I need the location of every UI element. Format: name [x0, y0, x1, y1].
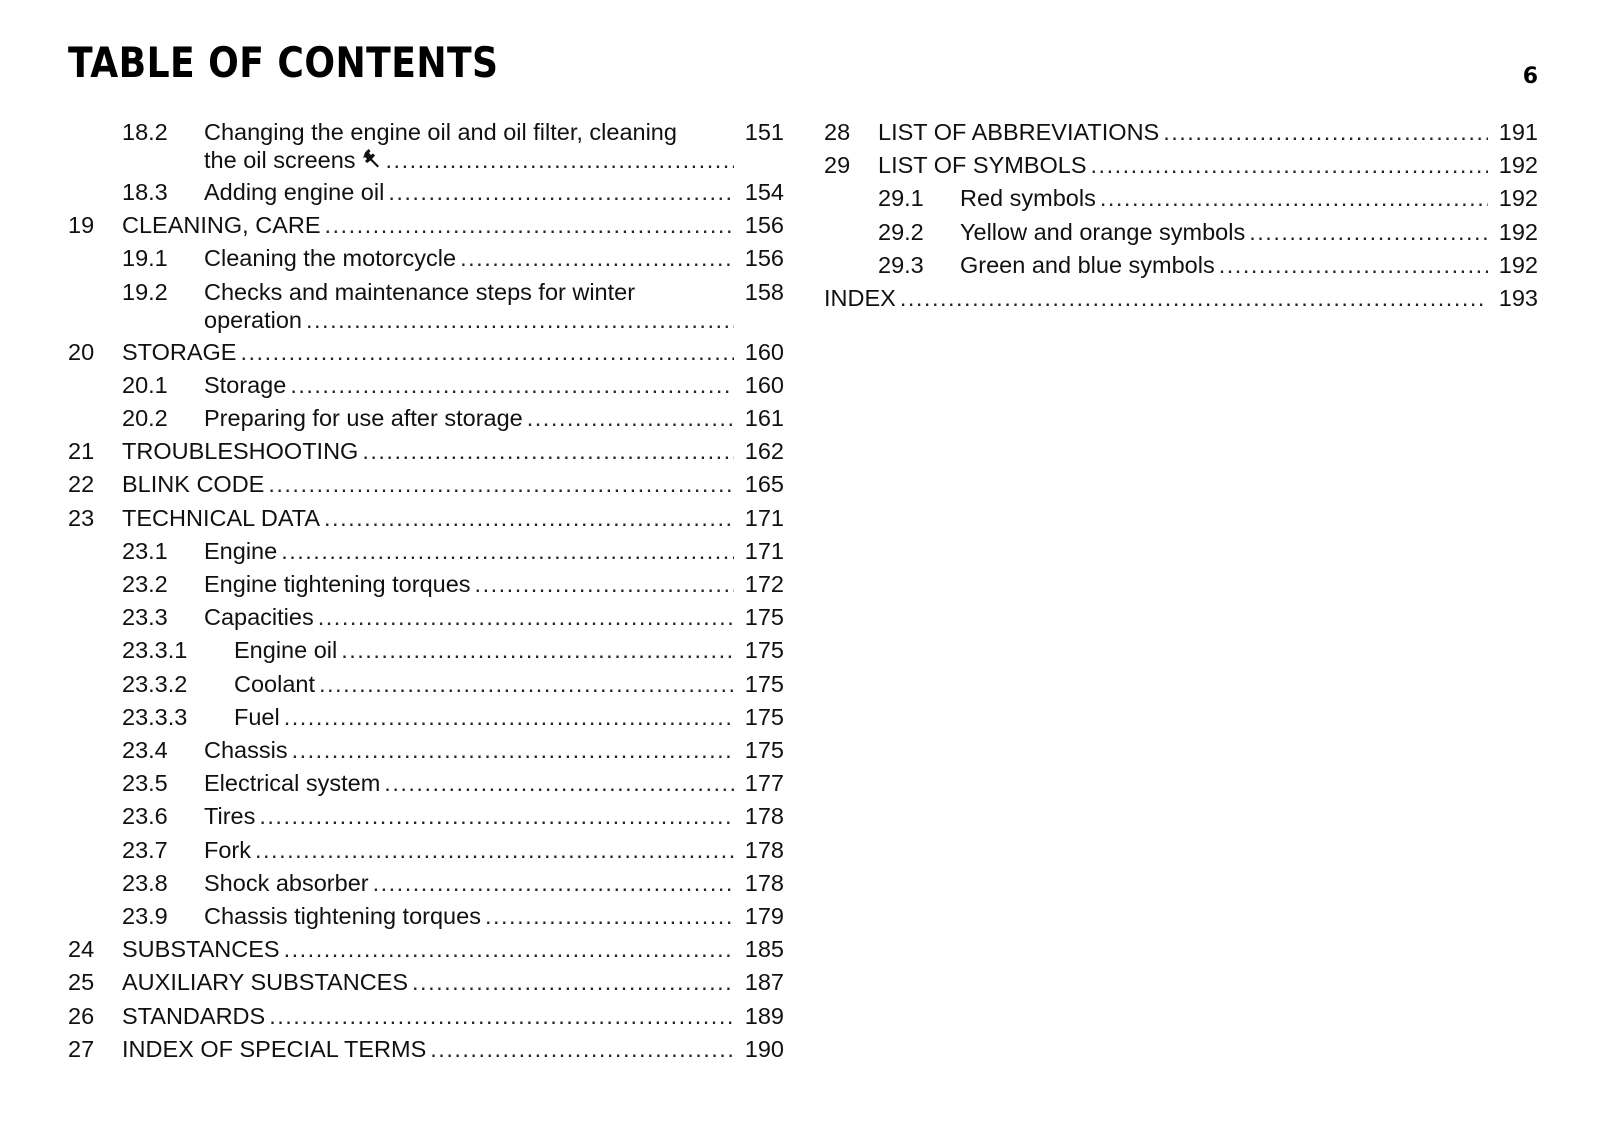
toc-entry-21[interactable] — [68, 435, 784, 468]
toc-entry-number: 25 — [68, 969, 95, 996]
toc-entry-20-1[interactable] — [68, 369, 784, 402]
toc-entry-title: Engine tightening torques — [204, 571, 471, 598]
page-number: 6 — [1522, 64, 1538, 89]
toc-right-column — [824, 116, 1538, 315]
toc-entry-number: 27 — [68, 1035, 95, 1062]
dot-leader — [485, 900, 734, 933]
toc-entry-number: 20.2 — [122, 405, 168, 432]
toc-entry-number: 23.3.3 — [122, 703, 188, 730]
toc-entry-23-8[interactable] — [68, 867, 784, 900]
toc-entry-number: 19.1 — [122, 245, 168, 272]
toc-entry-title: AUXILIARY SUBSTANCES — [122, 969, 409, 996]
toc-entry-23-6[interactable] — [68, 800, 784, 833]
toc-entry-page: 161 — [744, 405, 784, 432]
toc-entry-number: 23.7 — [122, 836, 168, 863]
toc-entry-number: 29 — [824, 152, 851, 179]
toc-entry-29-2[interactable] — [824, 216, 1538, 249]
toc-entry-page: 185 — [744, 936, 784, 963]
toc-entry-19-1[interactable] — [68, 242, 784, 275]
toc-entry-23-1[interactable] — [68, 535, 784, 568]
dot-leader — [1219, 249, 1488, 282]
dot-leader — [269, 1000, 734, 1033]
dot-leader — [373, 867, 734, 900]
dot-leader — [292, 734, 734, 767]
toc-entry-number: 23.4 — [122, 737, 168, 764]
toc-entry-page: 187 — [744, 969, 784, 996]
toc-entry-number: 19.2 — [122, 278, 168, 305]
dot-leader — [255, 834, 734, 867]
toc-entry-page: 175 — [744, 703, 784, 730]
dot-leader — [306, 306, 734, 334]
toc-entry-25[interactable] — [68, 966, 784, 999]
toc-entry-page: 178 — [744, 836, 784, 863]
toc-entry-page: 158 — [744, 278, 784, 305]
toc-entry-number: 18.3 — [122, 179, 168, 205]
toc-entry-23-3-2[interactable] — [68, 668, 784, 701]
toc-entry-18-3[interactable] — [68, 176, 784, 209]
toc-entry-number: 23.6 — [122, 803, 168, 830]
toc-entry-number: 29.3 — [878, 251, 924, 278]
dot-leader — [362, 435, 734, 468]
toc-entry-number: 23.3.2 — [122, 670, 188, 697]
toc-entry-title: Tires — [204, 803, 256, 830]
toc-entry-title: Coolant — [234, 670, 315, 697]
dot-leader — [412, 966, 734, 999]
toc-entry-page: 189 — [744, 1002, 784, 1029]
dot-leader — [240, 336, 734, 369]
toc-entry-number: 23.3 — [122, 604, 168, 631]
toc-entry-title: Engine oil — [234, 637, 338, 664]
dot-leader — [900, 282, 1488, 315]
toc-entry-number: 21 — [68, 438, 95, 465]
toc-entry-page: 165 — [744, 471, 784, 498]
toc-entry-26[interactable] — [68, 1000, 784, 1033]
toc-entry-28[interactable] — [824, 116, 1538, 149]
toc-entry-title: STANDARDS — [122, 1002, 266, 1029]
toc-entry-title: Electrical system — [204, 770, 381, 797]
toc-entry-page: 172 — [744, 571, 784, 598]
dot-leader — [318, 601, 734, 634]
toc-entry-page: 192 — [1498, 152, 1538, 179]
toc-entry-page: 192 — [1498, 185, 1538, 212]
dot-leader — [527, 402, 734, 435]
dot-leader — [460, 242, 734, 275]
toc-entry-number: 26 — [68, 1002, 95, 1029]
toc-entry-page: 190 — [744, 1035, 784, 1062]
toc-entry-18-2[interactable] — [68, 116, 784, 176]
wrench-icon — [362, 148, 382, 168]
toc-entry-23-5[interactable] — [68, 767, 784, 800]
dot-leader — [386, 146, 734, 174]
toc-entry-title: Checks and maintenance steps for winter — [204, 278, 636, 305]
toc-entry-number: 23.3.1 — [122, 637, 188, 664]
toc-entry-number: 23.8 — [122, 869, 168, 896]
dot-leader — [475, 568, 734, 601]
toc-entry-page: 179 — [744, 903, 784, 930]
page-title: TABLE OF CONTENTS — [68, 38, 499, 87]
toc-entry-number: 23.5 — [122, 770, 168, 797]
dot-leader — [430, 1033, 734, 1066]
dot-leader — [384, 767, 734, 800]
toc-entry-title: Chassis — [204, 737, 288, 764]
toc-entry-23-3-1[interactable] — [68, 634, 784, 667]
toc-entry-number: 28 — [824, 119, 851, 145]
toc-entry-title: TROUBLESHOOTING — [122, 438, 359, 465]
toc-entry-23-2[interactable] — [68, 568, 784, 601]
toc-entry-number: 20.1 — [122, 371, 168, 398]
toc-entry-23-9[interactable] — [68, 900, 784, 933]
dot-leader — [319, 668, 734, 701]
dot-leader — [341, 634, 734, 667]
toc-entry-number: 29.2 — [878, 218, 924, 245]
dot-leader — [325, 209, 735, 242]
toc-entry-title: BLINK CODE — [122, 471, 265, 498]
toc-entry-29[interactable] — [824, 149, 1538, 182]
toc-entry-number: 23.1 — [122, 537, 168, 564]
toc-entry-number: 22 — [68, 471, 95, 498]
toc-entry-page: 156 — [744, 245, 784, 272]
toc-entry-number: 20 — [68, 338, 95, 365]
toc-entry-page: 175 — [744, 604, 784, 631]
toc-entry-page: 191 — [1498, 119, 1538, 145]
toc-entry-page: 154 — [744, 179, 784, 205]
toc-entry-page: 177 — [744, 770, 784, 797]
toc-entry-page: 156 — [744, 212, 784, 239]
dot-leader — [1091, 149, 1488, 182]
dot-leader — [1100, 182, 1488, 215]
dot-leader — [324, 502, 734, 535]
dot-leader — [388, 176, 734, 209]
toc-entry-title: INDEX — [824, 285, 896, 312]
toc-entry-title: CLEANING, CARE — [122, 212, 321, 239]
dot-leader — [1163, 116, 1488, 149]
toc-entry-page: 171 — [744, 504, 784, 531]
toc-entry-title-continued: operation — [204, 306, 302, 333]
toc-entry-23-3[interactable] — [68, 601, 784, 634]
toc-entry-number: 19 — [68, 212, 95, 239]
toc-entry-page: 178 — [744, 803, 784, 830]
toc-entry-title: Storage — [204, 371, 287, 398]
toc-entry-page: 175 — [744, 737, 784, 764]
toc-entry-title: Yellow and orange symbols — [960, 218, 1246, 245]
toc-entry-page: 162 — [744, 438, 784, 465]
toc-entry-number: 24 — [68, 936, 95, 963]
toc-entry-19[interactable] — [68, 209, 784, 242]
toc-entry-number: 23 — [68, 504, 95, 531]
toc-entry-title-continued: the oil screens — [204, 147, 356, 173]
toc-entry-23[interactable] — [68, 502, 784, 535]
toc-entry-27[interactable] — [68, 1033, 784, 1066]
toc-entry-title: Shock absorber — [204, 869, 369, 896]
toc-entry-20-2[interactable] — [68, 402, 784, 435]
dot-leader — [290, 369, 734, 402]
toc-entry-20[interactable] — [68, 336, 784, 369]
toc-entry-page: 175 — [744, 637, 784, 664]
dot-leader — [259, 800, 734, 833]
toc-entry-title: LIST OF SYMBOLS — [878, 152, 1087, 179]
toc-entry-title: Changing the engine oil and oil filter, cleaning — [204, 119, 677, 145]
toc-entry-title: Cleaning the motorcycle — [204, 245, 457, 272]
toc-entry-number: 18.2 — [122, 119, 168, 145]
dot-leader — [284, 701, 734, 734]
toc-entry-title: Engine — [204, 537, 278, 564]
toc-entry-22[interactable] — [68, 468, 784, 501]
toc-entry-page: 192 — [1498, 218, 1538, 245]
toc-entry-23-7[interactable] — [68, 834, 784, 867]
toc-entry-title: Preparing for use after storage — [204, 405, 523, 432]
dot-leader — [281, 535, 734, 568]
toc-entry-29-3[interactable] — [824, 249, 1538, 282]
toc-entry-page: 171 — [744, 537, 784, 564]
toc-entry-title: Capacities — [204, 604, 314, 631]
toc-entry-24[interactable] — [68, 933, 784, 966]
toc-entry-page: 151 — [744, 119, 784, 145]
toc-entry-19-2[interactable] — [68, 276, 784, 336]
toc-entry-title: Fuel — [234, 703, 280, 730]
toc-entry-title: Green and blue symbols — [960, 251, 1215, 278]
toc-entry-number: 23.9 — [122, 903, 168, 930]
toc-entry-page: 160 — [744, 338, 784, 365]
toc-entry-title: INDEX OF SPECIAL TERMS — [122, 1035, 427, 1062]
dot-leader — [268, 468, 734, 501]
toc-entry-title: Chassis tightening torques — [204, 903, 481, 930]
dot-leader — [1249, 216, 1488, 249]
toc-entry-title: Fork — [204, 836, 251, 863]
toc-entry-index[interactable] — [824, 282, 1538, 315]
toc-entry-title: STORAGE — [122, 338, 237, 365]
toc-entry-title: Adding engine oil — [204, 179, 385, 205]
toc-left-column — [68, 116, 784, 1066]
toc-entry-page: 178 — [744, 869, 784, 896]
toc-entry-title: SUBSTANCES — [122, 936, 280, 963]
toc-entry-23-4[interactable] — [68, 734, 784, 767]
dot-leader — [284, 933, 734, 966]
toc-entry-title: TECHNICAL DATA — [122, 504, 321, 531]
toc-entry-page: 193 — [1498, 285, 1538, 312]
toc-entry-29-1[interactable] — [824, 182, 1538, 215]
toc-entry-title: Red symbols — [960, 185, 1096, 212]
toc-entry-page: 175 — [744, 670, 784, 697]
toc-entry-page: 192 — [1498, 251, 1538, 278]
toc-entry-number: 29.1 — [878, 185, 924, 212]
toc-entry-number: 23.2 — [122, 571, 168, 598]
toc-entry-page: 160 — [744, 371, 784, 398]
toc-entry-23-3-3[interactable] — [68, 701, 784, 734]
toc-entry-title: LIST OF ABBREVIATIONS — [878, 119, 1160, 145]
